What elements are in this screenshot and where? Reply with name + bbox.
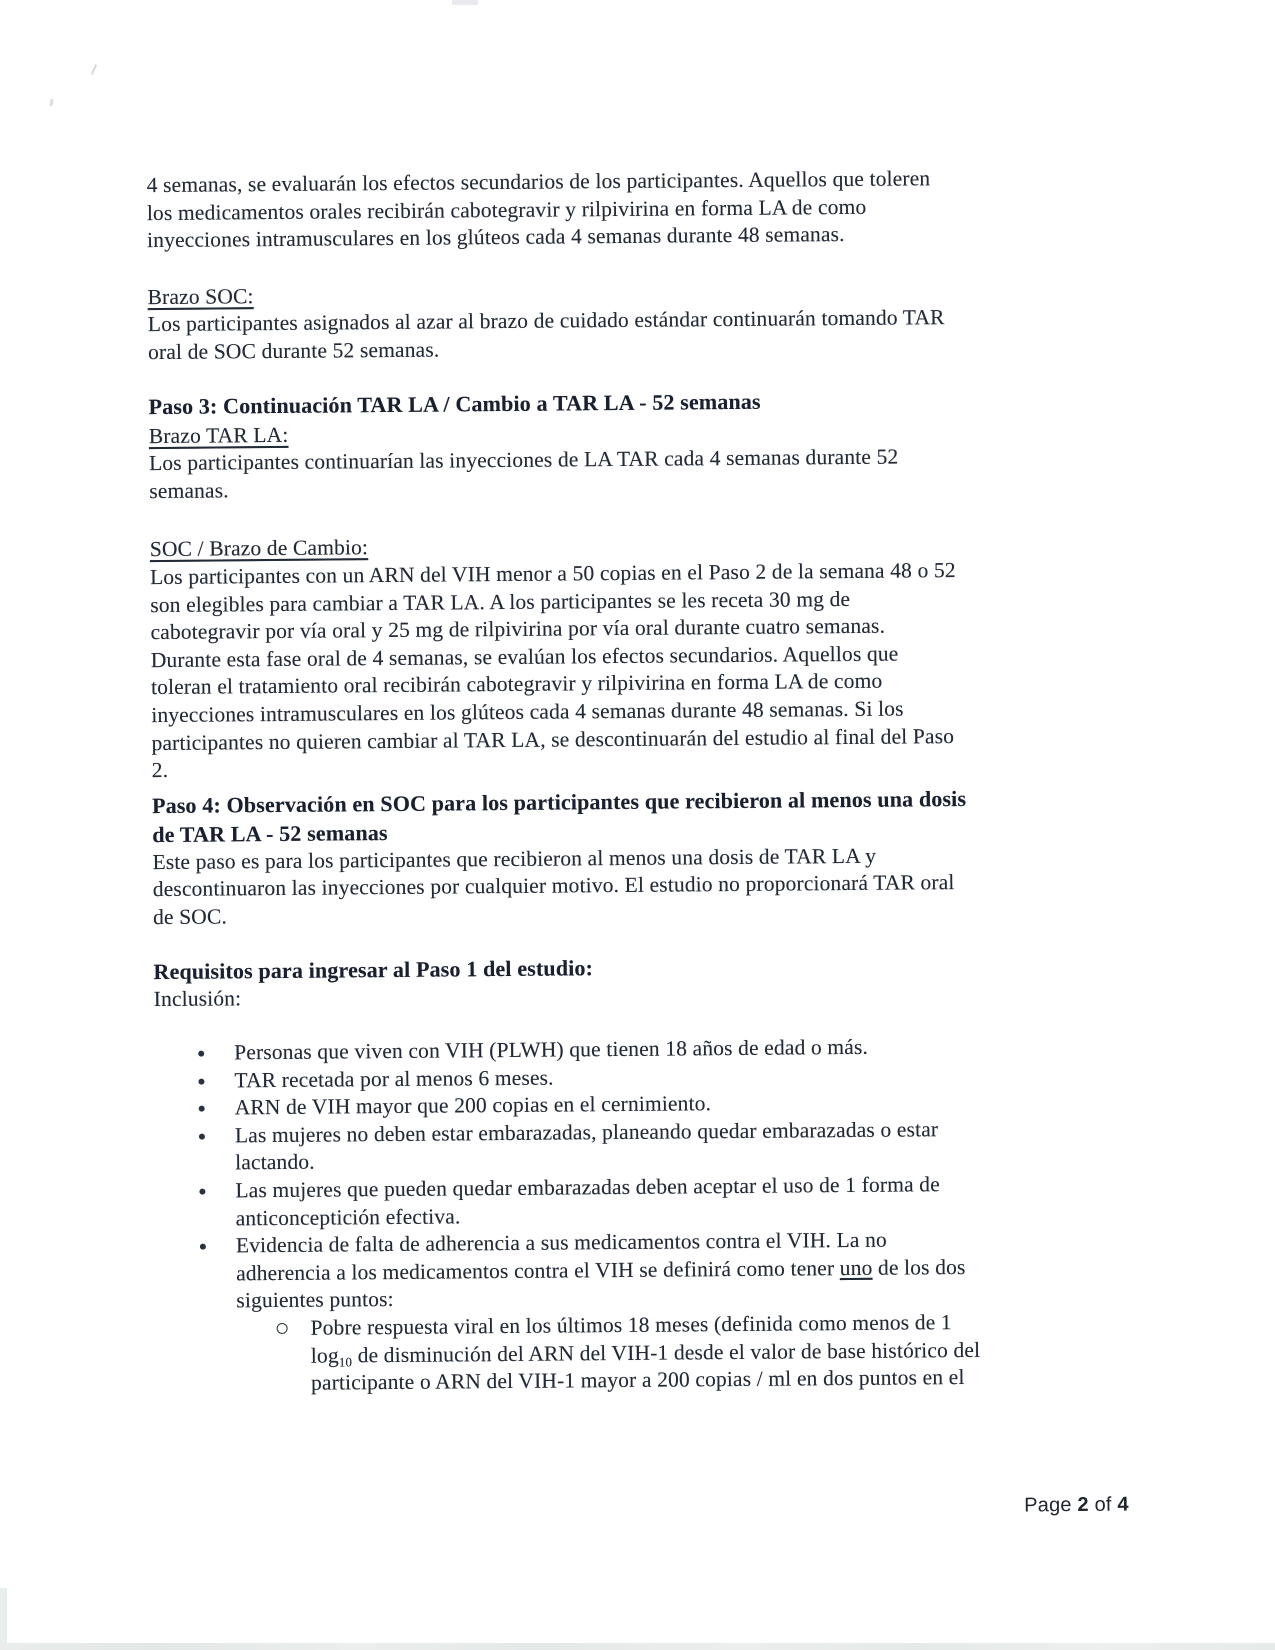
paragraph-line: Este paso es para los participantes que recibieron al menos una dosis de TAR LA y: [152, 843, 877, 874]
list-item: [155, 1114, 1125, 1178]
sub-bullet-text: participante o ARN del VIH-1 mayor a 200 copias / ml en dos puntos en el: [310, 1365, 965, 1395]
total-pages: 4: [1117, 1493, 1129, 1516]
bullet-text: siguientes puntos:: [236, 1287, 394, 1313]
section-brazo-soc: [147, 275, 1118, 366]
section-subheading-underlined: Brazo TAR LA:: [148, 422, 289, 448]
bullet-text: Las mujeres no deben estar embarazadas, planeando quedar embarazadas o estar: [234, 1117, 939, 1148]
paragraph-line: los medicamentos orales recibirán cabotegravir y rilpivirina en forma LA de como: [146, 194, 867, 225]
subscript-10: 10: [338, 1353, 353, 1370]
bullet-text: Evidencia de falta de adherencia a sus medicamentos contra el VIH. La no: [235, 1227, 887, 1258]
paragraph-line: inyecciones intramusculares en los glúteos cada 4 semanas durante 48 semanas. Si los: [151, 696, 904, 727]
list-item: [156, 1225, 1127, 1316]
section-heading-bold: de TAR LA - 52 semanas: [152, 819, 388, 847]
bullet-text: Las mujeres que pueden quedar embarazadas deben aceptar el uso de 1 forma de: [235, 1172, 940, 1203]
bullet-dot-icon: [200, 1244, 206, 1250]
sub-list-item: [157, 1308, 1128, 1399]
paragraph-line: participantes no quieren cambiar al TAR LA, se descontinuarán del estudio al final del Paso: [151, 723, 955, 755]
section-heading-underlined: SOC / Brazo de Cambio:: [149, 535, 369, 562]
paragraph-line: cabotegravir por vía oral y 25 mg de rilpivirina por vía oral durante cuatro semanas.: [150, 613, 886, 645]
section-paso-3: [148, 383, 1119, 505]
paragraph-line: Los participantes continuarían las inyecciones de LA TAR cada 4 semanas durante 52: [148, 444, 899, 476]
bullet-dot-icon: [199, 1133, 205, 1139]
sub-bullet-text: $\log_{10}$ de disminución del ARN del VIH-1 desde el valor de base histórico del: [310, 1337, 981, 1370]
bullet-text: ARN de VIH mayor que 200 copias en el cernimiento.: [234, 1091, 712, 1120]
paragraph-line: inyecciones intramusculares en los glúteos cada 4 semanas durante 48 semanas.: [147, 222, 845, 253]
underlined-word: uno: [839, 1255, 873, 1280]
scan-artifact-left-edge: [0, 1588, 7, 1650]
section-paso-4: [152, 782, 1123, 931]
section-requisitos: [153, 949, 1123, 1014]
section-heading-bold: Requisitos para ingresar al Paso 1 del estudio:: [153, 955, 594, 985]
inclusion-label: Inclusión:: [153, 986, 242, 1012]
section-heading-bold: Paso 4: Observación en SOC para los participantes que recibieron al menos una dosis: [151, 785, 967, 818]
paragraph-line: oral de SOC durante 52 semanas.: [147, 337, 440, 365]
page-number: 2: [1077, 1493, 1089, 1517]
section-heading-bold: Paso 3: Continuación TAR LA / Cambio a TAR LA - 52 semanas: [148, 388, 761, 419]
page-footer: Page 2 of 4: [1024, 1493, 1129, 1517]
bullet-text: Personas que viven con VIH (PLWH) que tienen 18 años de edad o más.: [234, 1034, 869, 1065]
bullet-dot-icon: [198, 1078, 204, 1084]
paragraph-line: Durante esta fase oral de 4 semanas, se evalúan los efectos secundarios. Aquellos que: [150, 641, 899, 672]
paragraph-line: toleran el tratamiento oral recibirán cabotegravir y rilpivirina en forma LA de como: [150, 669, 883, 700]
section-soc-cambio: [150, 528, 1122, 785]
intro-paragraph: [147, 164, 1118, 255]
bullet-dot-icon: [198, 1051, 204, 1057]
bullet-text: lactando.: [235, 1150, 315, 1175]
paragraph-line: Los participantes con un ARN del VIH menor a 50 copias en el Paso 2 de la semana 48 o 52: [149, 557, 956, 590]
bullet-dot-icon: [199, 1106, 205, 1112]
bullet-dot-icon: [199, 1189, 205, 1195]
document-body: [147, 164, 1128, 1399]
paragraph-line: descontinuaron las inyecciones por cualquier motivo. El estudio no proporcionará TAR oral: [152, 870, 955, 902]
bullet-text: TAR recetada por al menos 6 meses.: [234, 1065, 554, 1093]
paragraph-line: son elegibles para cambiar a TAR LA. A los participantes se les receta 30 mg de: [150, 586, 851, 617]
open-circle-icon: [277, 1323, 288, 1334]
sub-bullet-text: Pobre respuesta viral en los últimos 18 meses (definida como menos de 1: [310, 1310, 952, 1340]
paragraph-line: semanas.: [149, 478, 229, 503]
bullet-text: anticonceptición efectiva.: [235, 1204, 461, 1230]
paragraph-line: de SOC.: [152, 904, 228, 929]
paragraph-line: 4 semanas, se evaluarán los efectos secundarios de los participantes. Aquellos que toleren: [146, 166, 931, 198]
section-heading-underlined: Brazo SOC:: [147, 283, 254, 309]
list-item: [155, 1170, 1125, 1234]
paragraph-line: Los participantes asignados al azar al brazo de cuidado estándar continuarán tomando TAR: [147, 305, 945, 337]
paragraph-line: 2.: [151, 758, 169, 783]
bullet-text: adherencia a los medicamentos contra el VIH se definirá como tener uno de los dos: [236, 1254, 966, 1286]
scan-artifact-bottom-band: [0, 1643, 1275, 1650]
inclusion-bullet-list: [154, 1032, 1127, 1399]
